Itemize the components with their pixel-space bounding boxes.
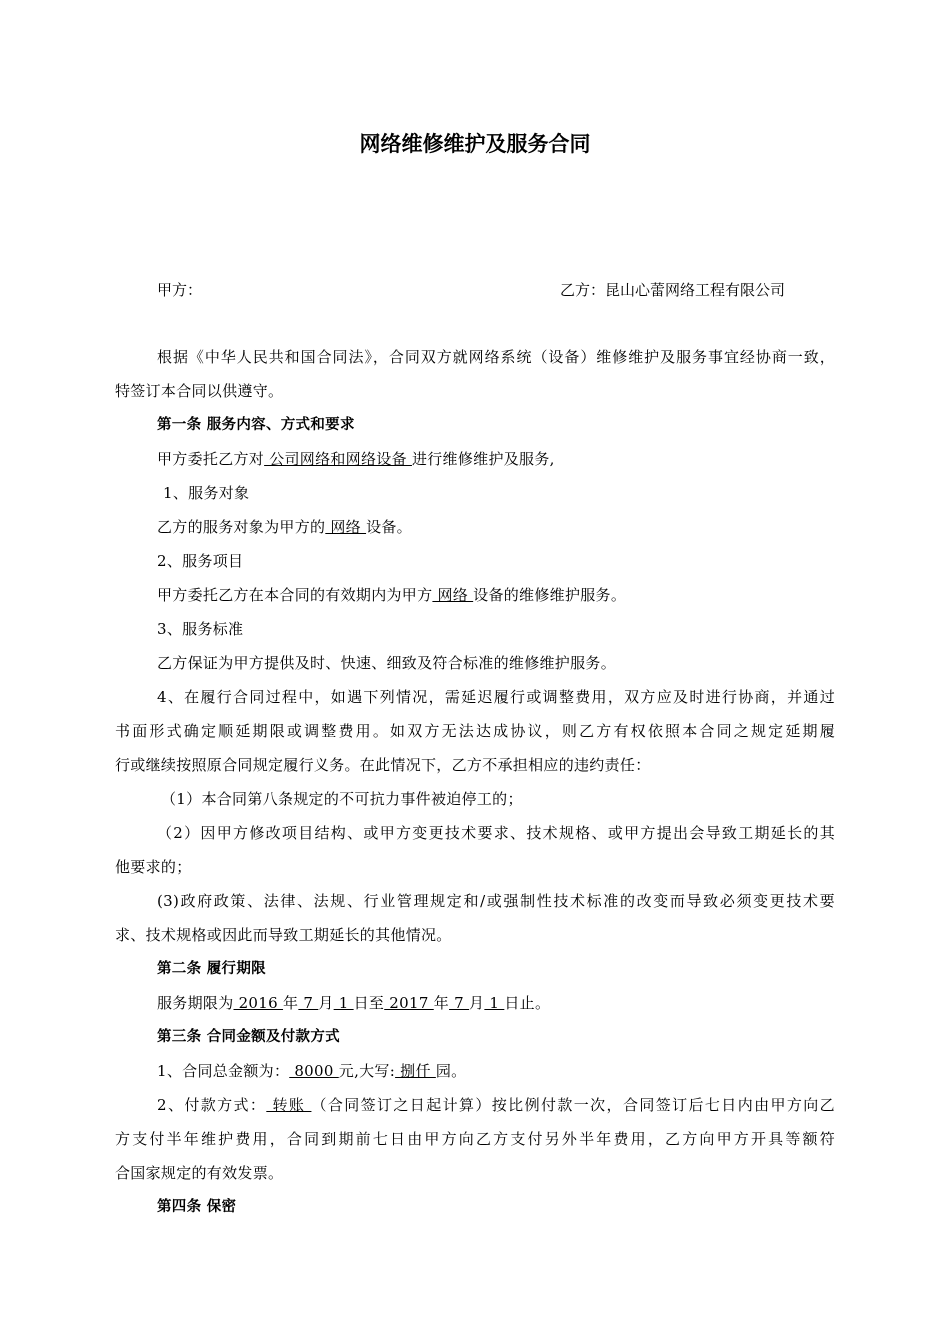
clause-4-line-3: 行或继续按照原合同规定履行义务。在此情况下，乙方不承担相应的违约责任： [115,756,651,774]
party-a-label: 甲方： [157,281,203,299]
payment-method: 转账 [266,1096,312,1114]
payment-line-1: 2、付款方式： 转账 （合同签订之日起计算）按比例付款一次，合同签订后七日内由甲方向乙 [157,1096,835,1114]
entrust-object: 公司网络和网络设备 [264,450,412,468]
service-items-text: 甲方委托乙方在本合同的有效期内为甲方 网络 设备的维修维护服务。 [157,586,627,604]
condition-2-line-1: （2）因甲方修改项目结构、或甲方变更技术要求、技术规格、或甲方提出会导致工期延长的其 [157,824,835,842]
clause-4-line-1: 4、在履行合同过程中，如遇下列情况，需延迟履行或调整费用，双方应及时进行协商，并通过 [157,688,835,706]
condition-1: （1）本合同第八条规定的不可抗力事件被迫停工的； [161,790,523,808]
condition-3-line-1: (3)政府政策、法律、法规、行业管理规定和/或强制性技术标准的改变而导致必须变更技术要 [157,892,835,910]
start-year: 2016 [233,994,284,1012]
service-items-value: 网络 [432,586,474,604]
amount-value: 8000 [289,1062,339,1080]
start-day: 1 [333,994,354,1012]
end-month: 7 [449,994,470,1012]
payment-line-2: 方支付半年维护费用，合同到期前七日由甲方向乙方支付另外半年费用，乙方向甲方开具等额符 [115,1130,835,1148]
party-b: 乙方：昆山心蕾网络工程有限公司 [560,281,786,299]
contract-body [115,340,835,1224]
amount-uppercase: 捌仟 [395,1062,436,1080]
end-year: 2017 [384,994,434,1012]
service-object-value: 网络 [325,518,367,536]
payment-line-3: 合国家规定的有效发票。 [115,1164,284,1182]
service-object-title: 1、服务对象 [163,484,250,502]
service-period: 服务期限为 2016 年 7 月 1 日至 2017 年 7 月 1 日止。 [157,994,551,1012]
end-day: 1 [484,994,505,1012]
article-1-entrust: 甲方委托乙方对 公司网络和网络设备 进行维修维护及服务, [157,450,555,468]
service-standard-title: 3、服务标准 [157,620,244,638]
service-object-text: 乙方的服务对象为甲方的 网络 设备。 [157,518,412,536]
article-4-heading: 第四条 保密 [157,1199,237,1215]
article-1-heading: 第一条 服务内容、方式和要求 [157,417,355,433]
article-3-heading: 第三条 合同金额及付款方式 [157,1029,340,1045]
service-standard-text: 乙方保证为甲方提供及时、快速、细致及符合标准的维修维护服务。 [157,654,617,672]
start-month: 7 [298,994,319,1012]
intro-line-1: 根据《中华人民共和国合同法》，合同双方就网络系统（设备）维修维护及服务事宜经协商一致， [157,348,835,366]
clause-4-line-2: 书面形式确定顺延期限或调整费用。如双方无法达成协议，则乙方有权依照本合同之规定延期履 [115,722,835,740]
article-2-heading: 第二条 履行期限 [157,961,266,977]
condition-2-line-2: 他要求的； [115,858,192,876]
intro-line-2: 特签订本合同以供遵守。 [115,382,284,400]
document-title: 网络维修维护及服务合同 [359,132,591,156]
contract-amount: 1、合同总金额为： 8000 元,大写: 捌仟 园。 [157,1062,467,1080]
parties-line [157,279,817,300]
condition-3-line-2: 求、技术规格或因此而导致工期延长的其他情况。 [115,926,452,944]
service-items-title: 2、服务项目 [157,552,244,570]
